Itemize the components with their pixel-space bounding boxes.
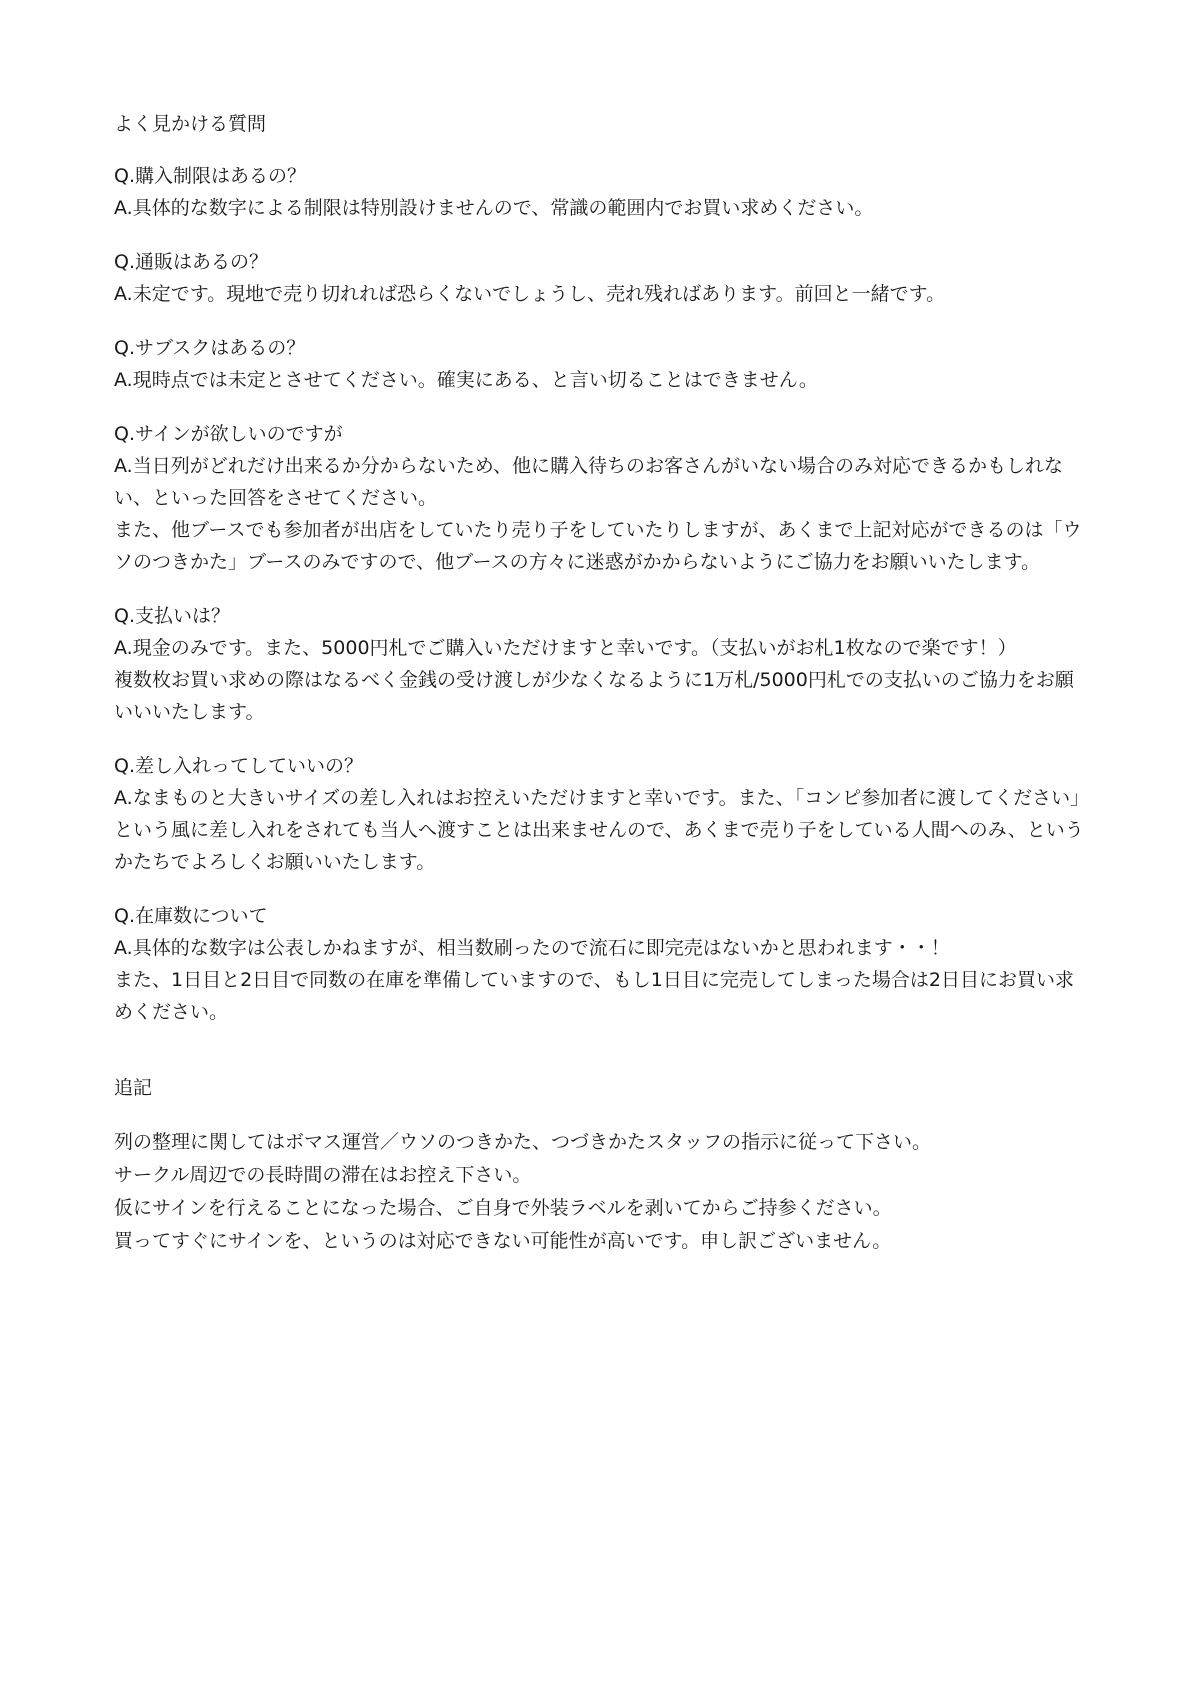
faq-answer-line: また、他ブースでも参加者が出店をしていたり売り子をしていたりしますが、あくまで上記対応ができるのは「ウソのつきかた」ブースのみですので、他ブースの方々に迷惑がかからないようにご協力をお願いいたします。	[114, 519, 1082, 573]
addendum-line: サークル周辺での長時間の滞在はお控え下さい。	[114, 1164, 532, 1186]
faq-item-subscription	[114, 332, 1084, 396]
faq-question: Q.差し入れってしていいの？	[114, 755, 363, 777]
addendum-title: 追記	[114, 1077, 153, 1099]
faq-answer	[114, 782, 1084, 878]
faq-list	[114, 160, 1084, 1028]
faq-item-gifts	[114, 750, 1084, 878]
faq-answer-line: A.現時点では未定とさせてください。確実にある、と言い切ることはできません。	[114, 369, 818, 391]
faq-question: Q.サブスクはあるの？	[114, 337, 306, 359]
faq-item-mail-order	[114, 246, 1084, 310]
faq-question: Q.在庫数について	[114, 905, 268, 927]
faq-answer	[114, 192, 1084, 224]
addendum-line: 仮にサインを行えることになった場合、ご自身で外装ラベルを剥いてからご持参ください。	[114, 1197, 892, 1219]
faq-item-purchase-limit	[114, 160, 1084, 224]
faq-item-payment	[114, 600, 1084, 728]
faq-question: Q.支払いは？	[114, 605, 230, 627]
addendum-list	[114, 1126, 1084, 1258]
faq-answer-line: A.具体的な数字による制限は特別設けませんので、常識の範囲内でお買い求めください。	[114, 197, 874, 219]
faq-answer-line: 複数枚お買い求めの際はなるべく金銭の受け渡しが少なくなるように1万札/5000円札での支払いのご協力をお願いいいたします。	[114, 669, 1074, 723]
faq-item-autograph	[114, 418, 1084, 578]
faq-answer	[114, 364, 1084, 396]
faq-answer	[114, 632, 1084, 728]
faq-answer-line: また、1日目と2日目で同数の在庫を準備していますので、もし1日目に完売してしまった場合は2日目にお買い求めください。	[114, 969, 1074, 1023]
faq-answer	[114, 932, 1084, 1028]
faq-answer-line: A.具体的な数字は公表しかねますが、相当数刷ったので流石に即完売はないかと思われます・・！	[114, 937, 950, 959]
faq-answer-line: A.なまものと大きいサイズの差し入れはお控えいただけますと幸いです。また、「コンピ参加者に渡してください」という風に差し入れをされても当人へ渡すことは出来ませんので、あくまで売り子をしている人間へのみ、というかたちでよろしくお願いいたします。	[114, 787, 1084, 873]
faq-question: Q.購入制限はあるの？	[114, 165, 306, 187]
faq-answer-line: A.未定です。現地で売り切れれば恐らくないでしょうし、売れ残ればあります。前回と一緒です。	[114, 283, 946, 305]
faq-answer	[114, 450, 1084, 578]
faq-answer	[114, 278, 1084, 310]
faq-answer-line: A.現金のみです。また、5000円札でご購入いただけますと幸いです。（支払いがお札1枚なので楽です！）	[114, 637, 1017, 659]
faq-item-stock	[114, 900, 1084, 1028]
document-title: よく見かける質問	[114, 113, 267, 135]
faq-question: Q.サインが欲しいのですが	[114, 423, 343, 445]
faq-question: Q.通販はあるの？	[114, 251, 268, 273]
faq-answer-line: A.当日列がどれだけ出来るか分からないため、他に購入待ちのお客さんがいない場合のみ対応できるかもしれない、といった回答をさせてください。	[114, 455, 1063, 509]
addendum-line: 買ってすぐにサインを、というのは対応できない可能性が高いです。申し訳ございません。	[114, 1230, 892, 1252]
addendum-line: 列の整理に関してはボマス運営／ウソのつきかた、つづきかたスタッフの指示に従って下さい。	[114, 1131, 932, 1153]
